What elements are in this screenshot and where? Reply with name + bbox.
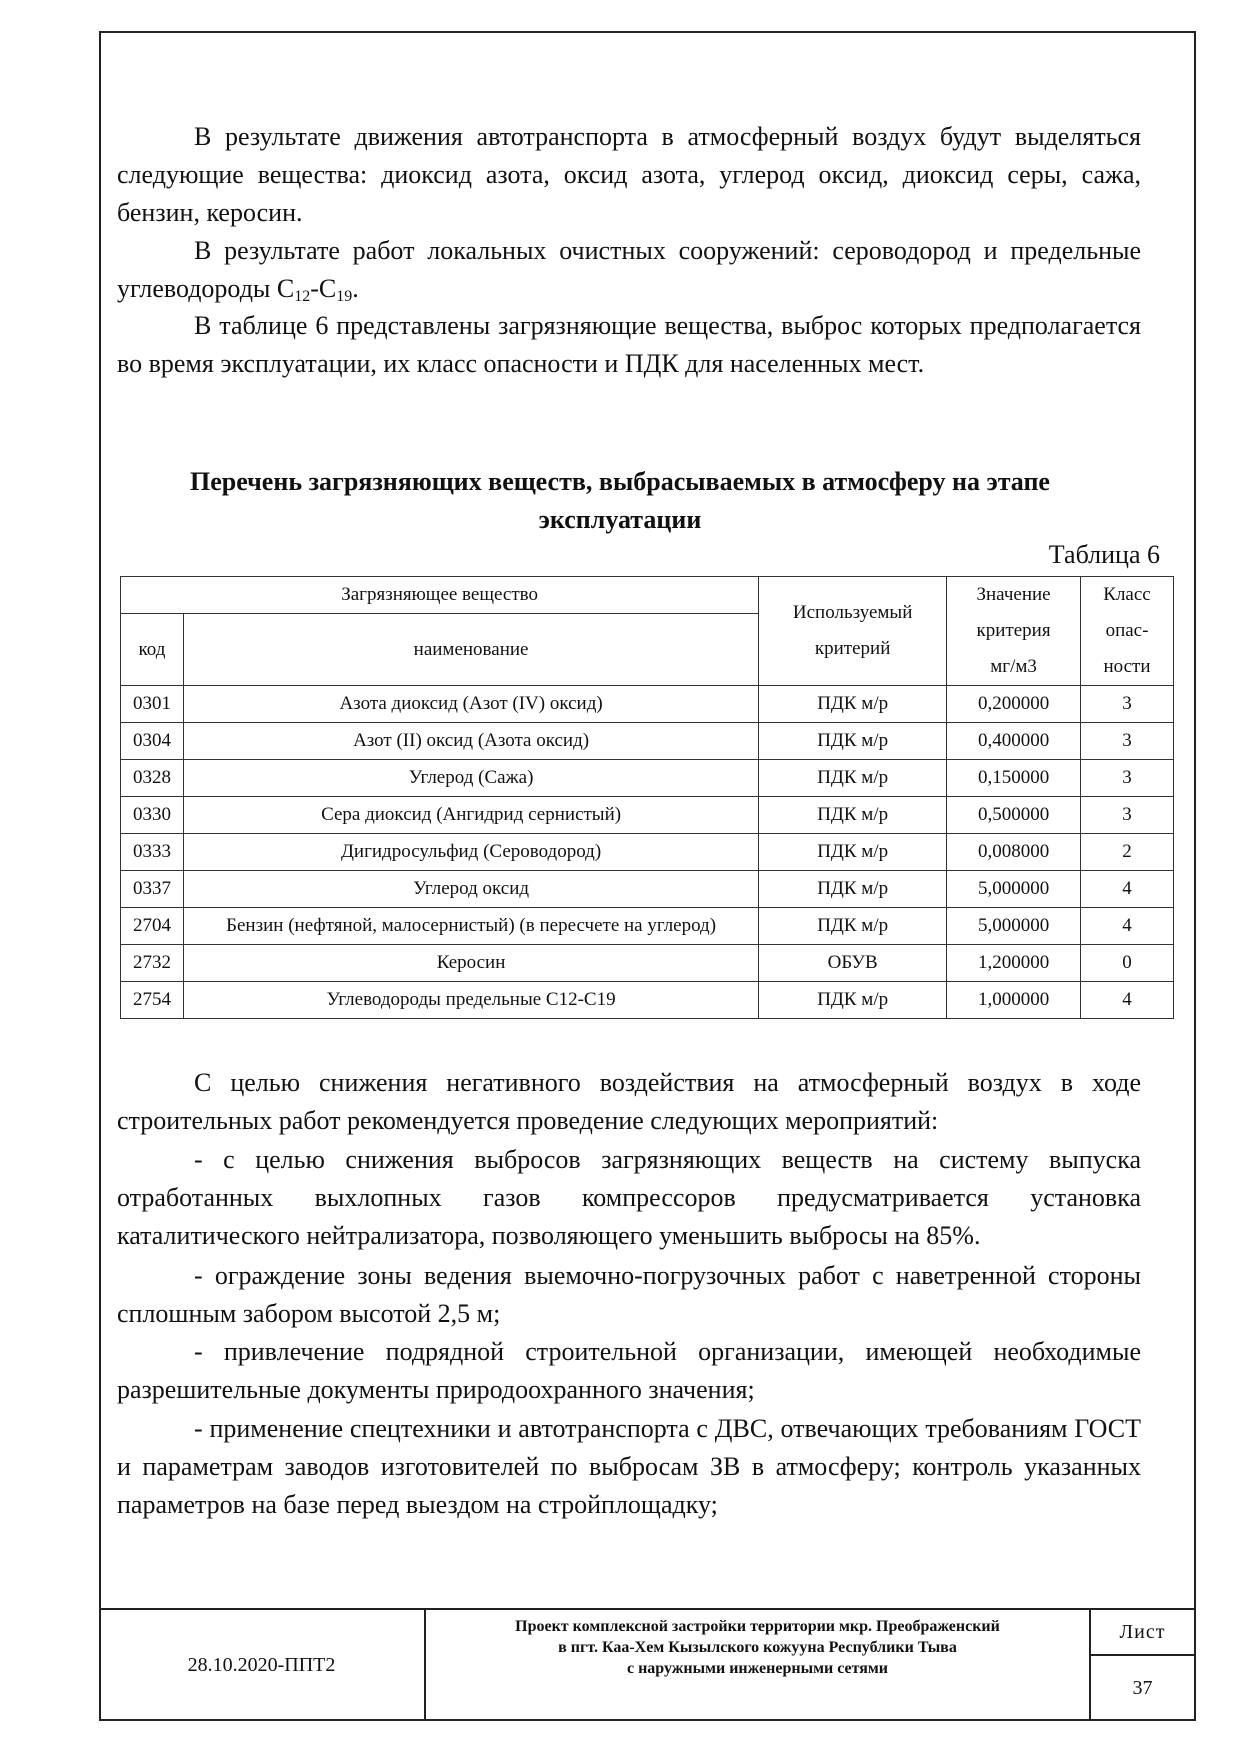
cell-class: 2 xyxy=(1081,834,1174,871)
header-name: наименование xyxy=(183,614,758,686)
intro-paragraph-2-end: . xyxy=(352,274,359,303)
intro-paragraph-3: В таблице 6 представлены загрязняющие вещества, выброс которых предполагается во время эксплуатации, их класс опасности и ПДК для населенных мест. xyxy=(117,311,1141,378)
cell-value: 5,000000 xyxy=(947,871,1081,908)
cell-criterion: ПДК м/р xyxy=(759,871,947,908)
cell-class: 4 xyxy=(1081,982,1174,1019)
measures-intro-paragraph: С целью снижения негативного воздействия на атмосферный воздух в ходе строительных работ рекомендуется проведение следующих мероприятий: xyxy=(117,1068,1141,1135)
intro-paragraph-2 xyxy=(117,232,1141,316)
project-title-line-1: Проект комплексной застройки территории мкр. Преображенский xyxy=(515,1618,1000,1635)
cell-code: 0337 xyxy=(121,871,184,908)
cell-code: 2754 xyxy=(121,982,184,1019)
header-class-text: Класс опас-ности xyxy=(1103,584,1151,677)
cell-value: 0,150000 xyxy=(947,760,1081,797)
cell-value: 5,000000 xyxy=(947,908,1081,945)
cell-value: 1,000000 xyxy=(947,982,1081,1019)
table-caption: Таблица 6 xyxy=(1048,540,1160,569)
cell-name: Азот (II) оксид (Азота оксид) xyxy=(183,723,758,760)
intro-paragraph-1: В результате движения автотранспорта в атмосферный воздух будут выделяться следующие вещества: диоксид азота, оксид азота, углерод оксид, диоксид серы, сажа, бензин, керосин. xyxy=(117,122,1141,227)
cell-value: 0,400000 xyxy=(947,723,1081,760)
table-row xyxy=(121,760,1174,797)
header-value-text: Значение критерия мг/м3 xyxy=(976,584,1051,677)
table-row xyxy=(121,686,1174,723)
intro-paragraph-2-mid: -С xyxy=(310,274,337,303)
header-criterion-text: Используемый критерий xyxy=(792,602,913,659)
sheet-number: 37 xyxy=(1132,1677,1153,1699)
title-block xyxy=(99,1608,1196,1721)
cell-code: 0333 xyxy=(121,834,184,871)
cell-code: 0304 xyxy=(121,723,184,760)
cell-criterion: ПДК м/р xyxy=(759,686,947,723)
table-row xyxy=(121,982,1174,1019)
cell-name: Азота диоксид (Азот (IV) оксид) xyxy=(183,686,758,723)
cell-value: 0,008000 xyxy=(947,834,1081,871)
pollutants-table xyxy=(120,576,1174,1019)
cell-name: Бензин (нефтяной, малосернистый) (в пересчете на углерод) xyxy=(183,908,758,945)
table-row xyxy=(121,908,1174,945)
cell-value: 0,500000 xyxy=(947,797,1081,834)
table-row xyxy=(121,945,1174,982)
table-row xyxy=(121,723,1174,760)
project-title-line-2: в пгт. Каа-Хем Кызылского кожууна Республики Тыва xyxy=(558,1639,957,1656)
cell-criterion: ПДК м/р xyxy=(759,982,947,1019)
header-class xyxy=(1081,577,1174,686)
document-code: 28.10.2020-ППТ2 xyxy=(187,1654,336,1676)
cell-criterion: ПДК м/р xyxy=(759,760,947,797)
cell-code: 2704 xyxy=(121,908,184,945)
table-title: Перечень загрязняющих веществ, выбрасываемых в атмосферу на этапе эксплуатации xyxy=(190,467,1050,534)
cell-criterion: ПДК м/р xyxy=(759,834,947,871)
table-row xyxy=(121,797,1174,834)
cell-code: 0330 xyxy=(121,797,184,834)
cell-criterion: ПДК м/р xyxy=(759,797,947,834)
cell-code: 0328 xyxy=(121,760,184,797)
cell-name: Углерод (Сажа) xyxy=(183,760,758,797)
cell-name: Углерод оксид xyxy=(183,871,758,908)
cell-name: Сера диоксид (Ангидрид сернистый) xyxy=(183,797,758,834)
cell-class: 3 xyxy=(1081,760,1174,797)
cell-code: 2732 xyxy=(121,945,184,982)
subscript-19: 19 xyxy=(336,288,353,305)
cell-value: 0,200000 xyxy=(947,686,1081,723)
intro-paragraph-2-text: В результате работ локальных очистных сооружений: сероводород и предельные углеводороды С xyxy=(117,236,1141,303)
header-criterion xyxy=(759,577,947,686)
header-code: код xyxy=(121,614,184,686)
cell-class: 4 xyxy=(1081,908,1174,945)
measure-bullet-2: - ограждение зоны ведения выемочно-погрузочных работ с наветренной стороны сплошным забором высотой 2,5 м; xyxy=(117,1261,1141,1328)
cell-name: Углеводороды предельные С12-С19 xyxy=(183,982,758,1019)
cell-code: 0301 xyxy=(121,686,184,723)
project-title-line-3: с наружными инженерными сетями xyxy=(626,1660,889,1677)
table-row xyxy=(121,871,1174,908)
cell-class: 0 xyxy=(1081,945,1174,982)
subscript-12: 12 xyxy=(294,288,311,305)
measure-bullet-3: - привлечение подрядной строительной организации, имеющей необходимые разрешительные документы природоохранного значения; xyxy=(117,1337,1141,1404)
cell-class: 3 xyxy=(1081,686,1174,723)
measure-bullet-4: - применение спецтехники и автотранспорта с ДВС, отвечающих требованиям ГОСТ и параметрам заводов изготовителей по выбросам ЗВ в атмосферу; контроль указанных параметров на базе перед выездом на стройплощадку; xyxy=(117,1414,1141,1519)
header-value xyxy=(947,577,1081,686)
header-substance: Загрязняющее вещество xyxy=(121,577,759,614)
table-row xyxy=(121,834,1174,871)
project-title xyxy=(424,1610,1091,1721)
cell-criterion: ОБУВ xyxy=(759,945,947,982)
cell-class: 4 xyxy=(1081,871,1174,908)
cell-criterion: ПДК м/р xyxy=(759,908,947,945)
cell-class: 3 xyxy=(1081,723,1174,760)
cell-value: 1,200000 xyxy=(947,945,1081,982)
sheet-label: Лист xyxy=(1091,1610,1194,1656)
cell-name: Дигидросульфид (Сероводород) xyxy=(183,834,758,871)
cell-criterion: ПДК м/р xyxy=(759,723,947,760)
measure-bullet-1: - с целью снижения выбросов загрязняющих веществ на систему выпуска отработанных выхлопных газов компрессоров предусматривается установка каталитического нейтрализатора, позволяющего уменьшить выбросы на 85%. xyxy=(117,1145,1141,1250)
cell-name: Керосин xyxy=(183,945,758,982)
cell-class: 3 xyxy=(1081,797,1174,834)
